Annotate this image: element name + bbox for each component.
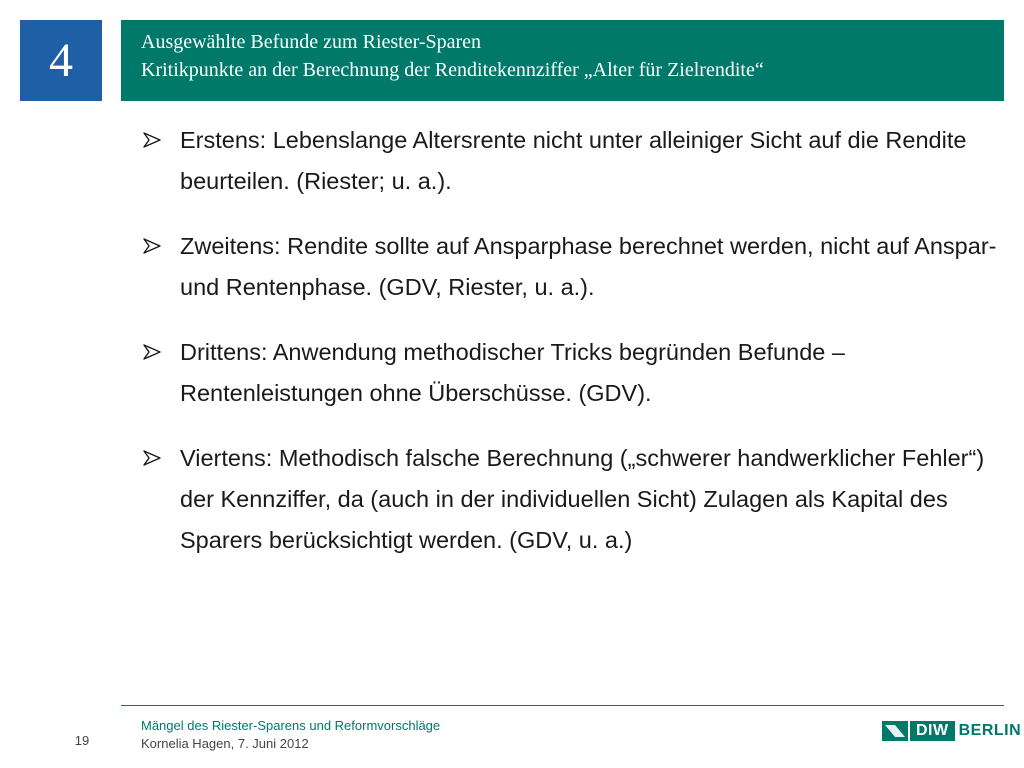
section-number-box	[20, 20, 102, 101]
footer-title: Mängel des Riester-Sparens und Reformvorschläge	[141, 718, 441, 733]
page-number: 19	[74, 733, 90, 748]
header-title: Ausgewählte Befunde zum Riester-Sparen	[141, 31, 482, 53]
logo-diw-text: DIW	[910, 721, 955, 741]
arrow-bullet-icon	[142, 237, 162, 255]
diw-berlin-logo	[882, 720, 1021, 742]
footer-author-date: Kornelia Hagen, 7. Juni 2012	[141, 736, 309, 751]
bullet-item	[140, 438, 1000, 561]
arrow-bullet-icon	[142, 343, 162, 361]
bullet-item	[140, 120, 1000, 202]
arrow-bullet-icon	[142, 131, 162, 149]
bullet-text: Viertens: Methodisch falsche Berechnung („schwerer handwerklicher Fehler“) der Kennziffer, da (auch in der individuellen Sicht) Zulagen als Kapital des Sparers berücksichtigt werden. (GDV, u. a.)	[180, 445, 985, 553]
arrow-bullet-icon	[142, 449, 162, 467]
header-subtitle: Kritikpunkte an der Berechnung der Renditekennziffer „Alter für Zielrendite“	[141, 59, 764, 81]
bullet-text: Zweitens: Rendite sollte auf Ansparphase berechnet werden, nicht auf Anspar- und Rentenphase. (GDV, Riester, u. a.).	[180, 233, 997, 300]
diw-logo-mark-icon	[882, 721, 908, 741]
bullet-text: Erstens: Lebenslange Altersrente nicht unter alleiniger Sicht auf die Rendite beurteilen. (Riester; u. a.).	[180, 127, 967, 194]
bullet-item	[140, 332, 1000, 414]
footer-divider	[121, 705, 1004, 706]
section-number: 4	[49, 34, 73, 87]
bullet-text: Drittens: Anwendung methodischer Tricks begründen Befunde – Rentenleistungen ohne Überschüsse. (GDV).	[180, 339, 845, 406]
footer-text	[141, 717, 440, 753]
bullet-list	[140, 120, 1000, 585]
bullet-item	[140, 226, 1000, 308]
header-bar	[121, 20, 1004, 101]
logo-berlin-text: BERLIN	[958, 722, 1022, 739]
